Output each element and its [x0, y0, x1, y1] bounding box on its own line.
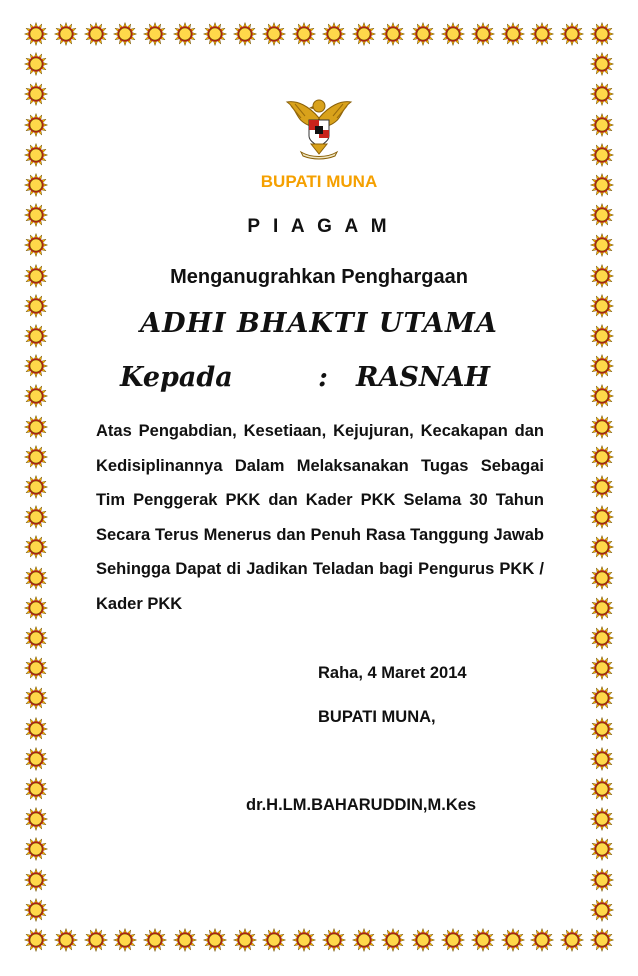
- signer-name: dr.H.LM.BAHARUDDIN,M.Kes: [246, 796, 477, 814]
- award-name: ADHI BHAKTI UTAMA: [140, 308, 498, 339]
- recipient-label: Kepada: [120, 362, 233, 393]
- place-date: Raha, 4 Maret 2014: [318, 664, 467, 682]
- grant-statement: Menganugrahkan Penghargaan: [170, 266, 468, 288]
- garuda-emblem-icon: [281, 88, 357, 160]
- organization-title: BUPATI MUNA: [260, 172, 378, 191]
- signer-title: BUPATI MUNA,: [318, 708, 436, 726]
- recipient-name: RASNAH: [356, 362, 491, 393]
- citation-text: Atas Pengabdian, Kesetiaan, Kejujuran, Kecakapan dan Kedisiplinannya Dalam Melaksanakan Tugas Sebagai Tim Penggerak PKK dan Kader PKK Selama 30 Tahun Secara Terus Menerus dan Penuh Rasa Tanggung Jawab Sehingga Dapat di Jadikan Teladan bagi Pengurus PKK / Kader PKK: [96, 422, 544, 613]
- recipient-separator: :: [318, 362, 328, 393]
- document-type-heading: P I A G A M: [247, 216, 391, 237]
